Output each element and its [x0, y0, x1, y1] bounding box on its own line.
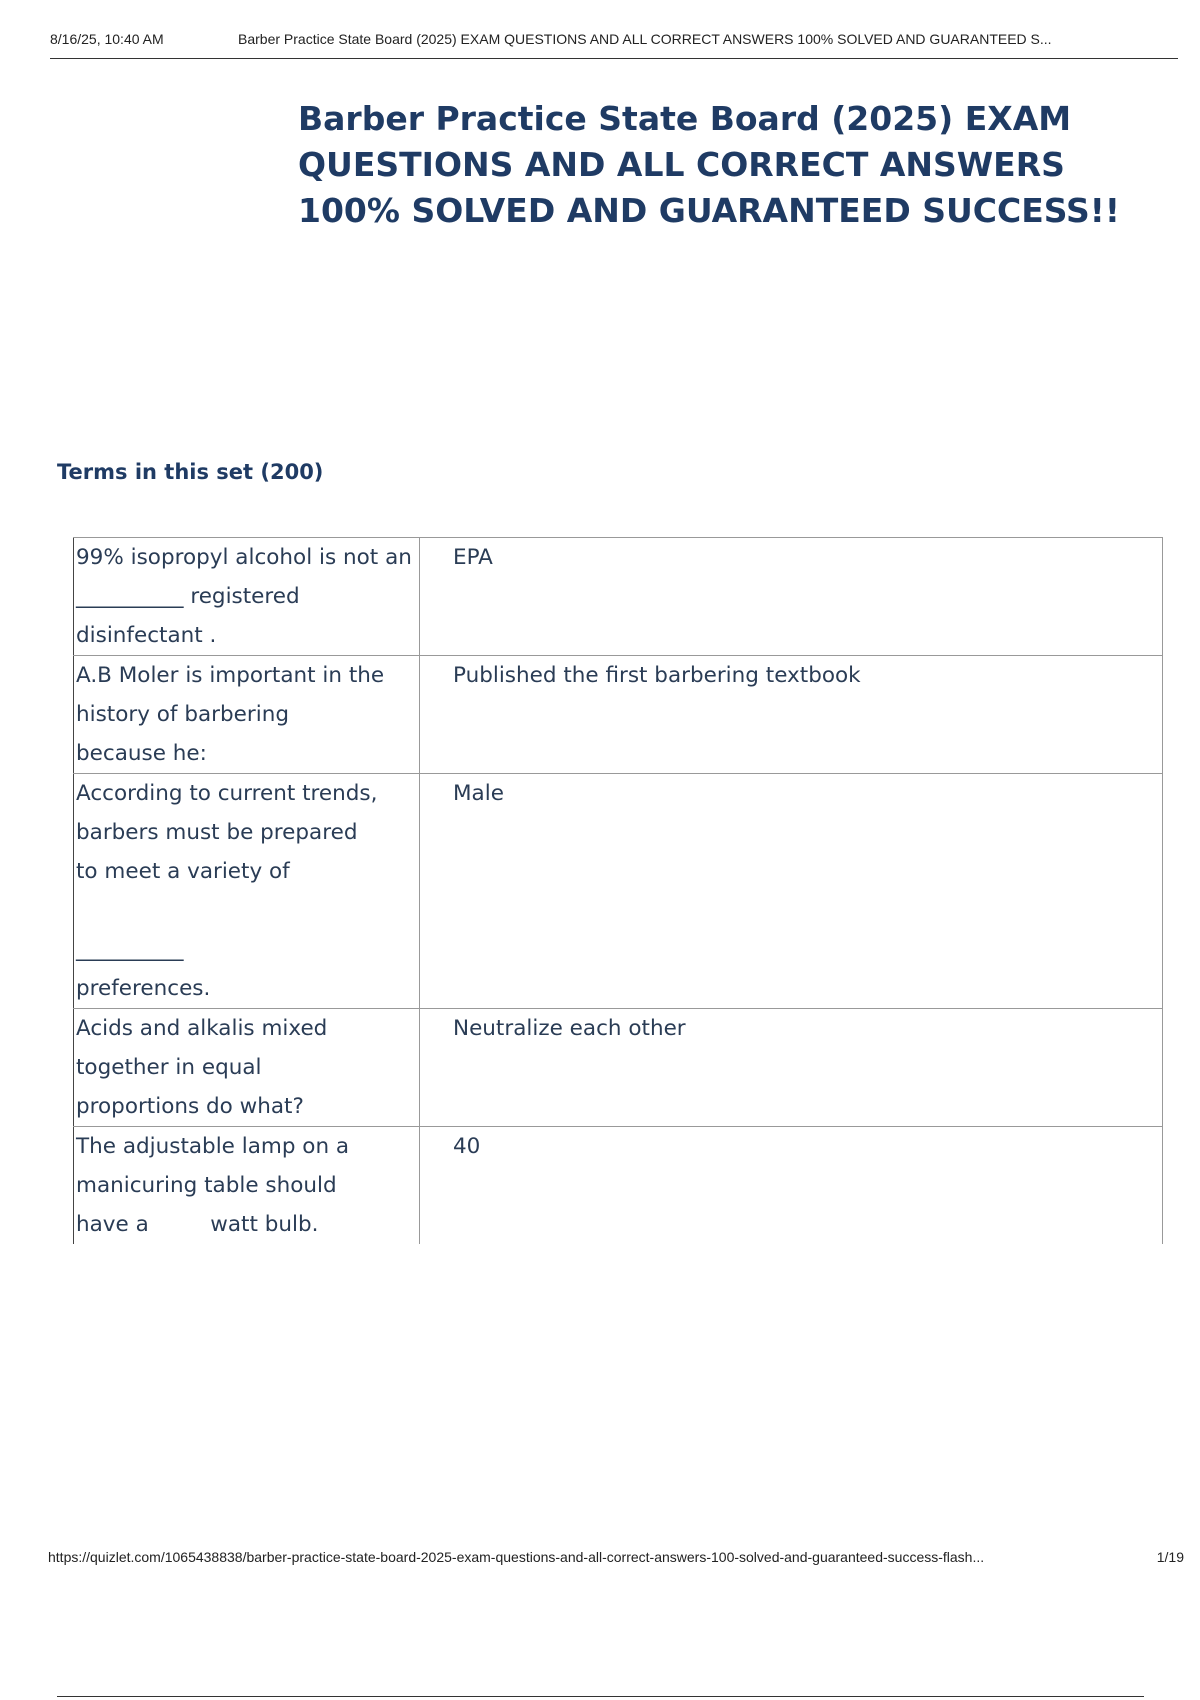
card-term: Acids and alkalis mixed together in equal proportions do what?: [74, 1009, 420, 1127]
table-row: [74, 1127, 1163, 1245]
card-definition: EPA: [420, 538, 1163, 656]
card-term: A.B Moler is important in the history of barbering because he:: [74, 656, 420, 774]
terms-heading: Terms in this set (200): [57, 460, 324, 484]
table-row: [74, 656, 1163, 774]
document-title: Barber Practice State Board (2025) EXAM QUESTIONS AND ALL CORRECT ANSWERS 100% SOLVED AND GUARANTEED SUCCESS!!: [298, 99, 1120, 230]
table-row: [74, 774, 1163, 1009]
page-url[interactable]: https://quizlet.com/1065438838/barber-practice-state-board-2025-exam-questions-and-all-correct-answers-100-solved-and-guaranteed-success-flash...: [48, 1549, 985, 1565]
card-definition: Published the first barbering textbook: [420, 656, 1163, 774]
card-definition: Neutralize each other: [420, 1009, 1163, 1127]
card-term: 99% isopropyl alcohol is not an __________ registered disinfectant .: [74, 538, 420, 656]
card-term: According to current trends, barbers must be prepared to meet a variety of __________ preferences.: [74, 774, 420, 1009]
card-definition: Male: [420, 774, 1163, 1009]
card-definition: 40: [420, 1127, 1163, 1245]
page-number: 1/19: [1156, 1549, 1184, 1565]
table-row: [74, 1009, 1163, 1127]
print-header-title: Barber Practice State Board (2025) EXAM QUESTIONS AND ALL CORRECT ANSWERS 100% SOLVED AND GUARANTEED S...: [238, 31, 1052, 47]
page-divider: [57, 1696, 1144, 1697]
print-header: [50, 28, 1178, 59]
table-row: [74, 538, 1163, 656]
card-term: The adjustable lamp on a manicuring table should have a watt bulb.: [74, 1127, 420, 1245]
print-date: 8/16/25, 10:40 AM: [50, 31, 164, 47]
flashcard-table: [73, 537, 1163, 1244]
